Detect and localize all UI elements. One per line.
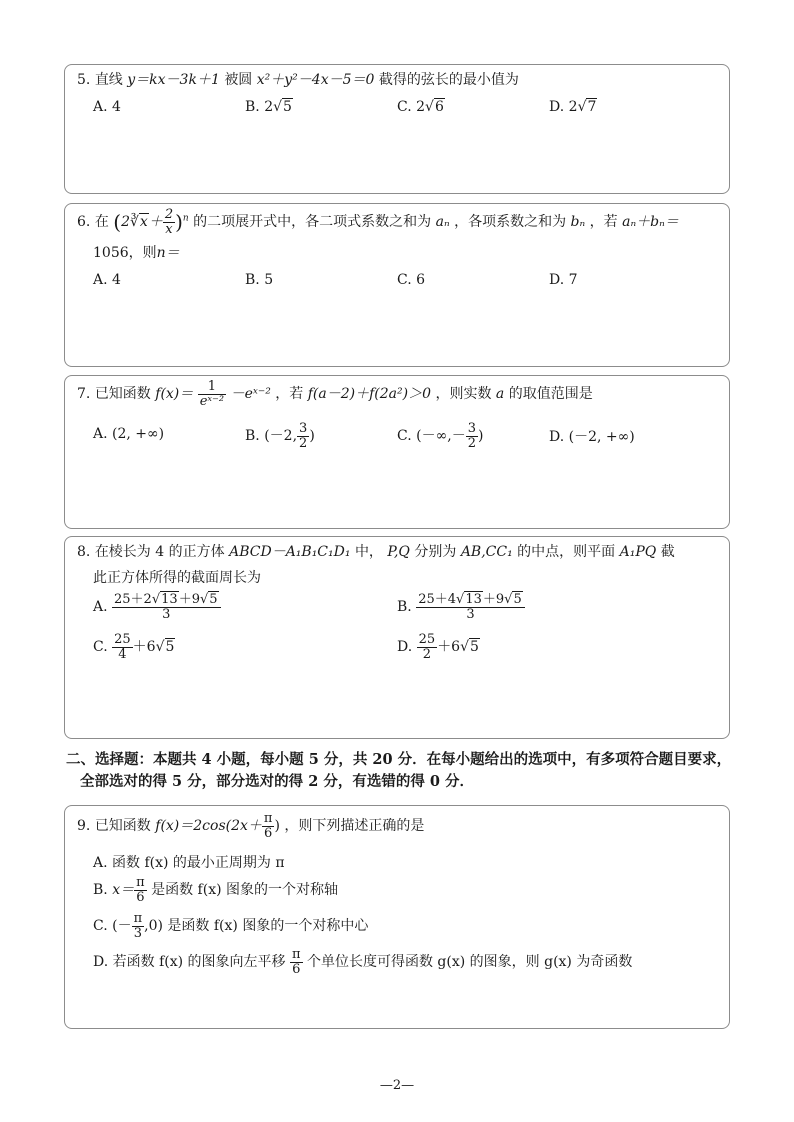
option-a: A. (2, +∞) (93, 426, 165, 442)
option-d: D. 若函数 f(x) 的图象向左平移 $\frac{\pi}{6}$ 个单位长度可得函数 g(x) 的图象，则 g(x) 为奇函数 (93, 947, 633, 977)
section-2-line-1: 二、选择题：本题共 4 小题，每小题 5 分，共 20 分．在每小题给出的选项中，有多项符合题目要求， (66, 751, 732, 768)
binomial-expression: (2∛x＋ $\frac{2}{x}$ )$^n$ (113, 207, 189, 237)
option-c: C. 2√6 (397, 99, 444, 115)
question-8-stem: 8. 在棱长为 4 的正方体 ABCD－A₁B₁C₁D₁ 中， P,Q 分别为 AB,CC₁ 的中点，则平面 A₁PQ 截 (77, 544, 675, 560)
option-b: B. 2√5 (245, 99, 292, 115)
option-d: D. $\frac{25}{2}$ ＋6√5 (397, 632, 479, 662)
option-d: D. 2√7 (549, 99, 597, 115)
question-7-box (64, 375, 730, 529)
option-c: C. 6 (397, 272, 426, 288)
option-b: B. $\frac{25+4√13+9√5}{3}$ (397, 593, 525, 621)
question-5-box (64, 64, 730, 194)
circle-equation: x²＋y²－4x－5＝0 (256, 72, 375, 88)
option-b: B. 5 (245, 272, 274, 288)
page-number: —2— (379, 1078, 415, 1093)
stem-text: 直线 (94, 72, 123, 88)
question-5-stem (77, 69, 519, 89)
option-a: A. 4 (93, 99, 121, 115)
option-a: A. 4 (93, 272, 121, 288)
stem-text: 被圆 (224, 72, 253, 88)
section-2-heading (66, 749, 736, 793)
option-c: C. (－∞,－ $\frac{3}{2}$ ) (397, 421, 484, 451)
question-9-stem: 9. 已知函数 f(x)＝2cos(2x＋ $\frac{\pi}{6}$ ) ，则下列描述正确的是 (77, 811, 425, 841)
question-number: 6. (77, 214, 91, 231)
option-a: A. 函数 f(x) 的最小正周期为 π (93, 855, 285, 871)
question-8-stem-line2: 此正方体所得的截面周长为 (93, 570, 261, 586)
line-equation: y＝kx－3k＋1 (127, 72, 220, 88)
question-9-box (64, 805, 730, 1029)
option-d: D. (－2, +∞) (549, 429, 635, 445)
question-number: 9. (77, 818, 91, 835)
question-number: 8. (77, 544, 91, 560)
question-number: 7. (77, 386, 91, 403)
option-a: A. $\frac{25+2√13+9√5}{3}$ (93, 593, 221, 621)
question-6-stem-line2: 1056，则n＝ (93, 245, 180, 261)
option-c: C. (－ $\frac{\pi}{3}$ ,0) 是函数 f(x) 图象的一个对称中心 (93, 911, 369, 941)
option-b: B. x＝ $\frac{\pi}{6}$ 是函数 f(x) 图象的一个对称轴 (93, 875, 339, 905)
question-6-box (64, 203, 730, 367)
question-7-stem: 7. 已知函数 f(x)＝ $\frac{1}{\text{eˣ⁻²}}$ －eˣ⁻² ，若 f(a－2)＋f(2a²)＞0 ，则实数 a 的取值范围是 (77, 379, 593, 409)
question-8-box (64, 536, 730, 739)
option-c: C. $\frac{25}{4}$ ＋6√5 (93, 632, 175, 662)
question-number: 5. (77, 72, 91, 88)
section-2-line-2: 全部选对的得 5 分，部分选对的得 2 分，有选错的得 0 分． (80, 773, 475, 790)
stem-text: 截得的弦长的最小值为 (378, 72, 519, 88)
question-6-stem: 6. 在 (2∛x＋ $\frac{2}{x}$ )$^n$ 的二项展开式中，各二项式系数之和为 aₙ ，各项系数之和为 bₙ ，若 aₙ＋bₙ＝ (77, 207, 679, 237)
option-b: B. (－2, $\frac{3}{2}$ ) (245, 421, 315, 451)
option-d: D. 7 (549, 272, 578, 288)
